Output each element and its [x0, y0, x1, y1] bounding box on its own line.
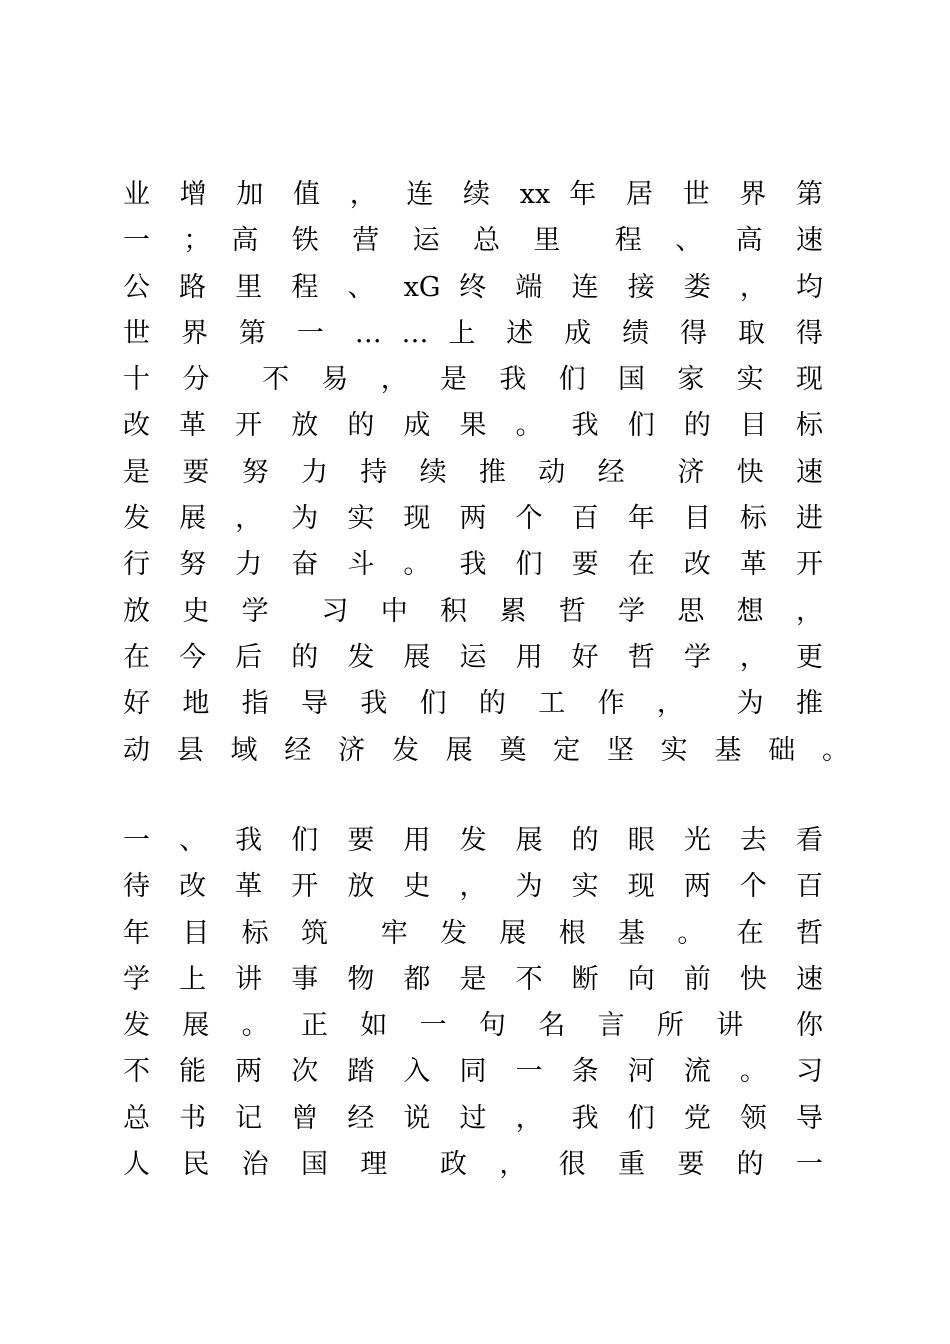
text-line: 发 展 ， 为 实 现 两 个 百 年 目 标 进 [123, 503, 823, 535]
text-line: 不 能 两 次 踏 入 同 一 条 河 流 。 习 [123, 1056, 823, 1088]
paragraph-2 [123, 818, 823, 1188]
text-line: 总 书 记 曾 经 说 过 ， 我 们 党 领 导 [123, 1102, 823, 1134]
text-line: 十 分 不 易 ， 是 我 们 国 家 实 现 [123, 364, 823, 396]
text-line: 行 努 力 奋 斗 。 我 们 要 在 改 革 开 [123, 549, 823, 581]
text-line: 好 地 指 导 我 们 的 工 作 ， 为 推 [123, 688, 823, 720]
text-line: 年 目 标 筑 牢 发 展 根 基 。 在 哲 [123, 917, 823, 949]
text-line: 放 史 学 习 中 积 累 哲 学 思 想 ， [123, 595, 823, 627]
text-line: 世 界 第 一 … … 上 述 成 绩 得 取 得 [123, 317, 823, 349]
text-line: 学 上 讲 事 物 都 是 不 断 向 前 快 速 [123, 963, 823, 995]
text-line: 一 ； 高 铁 营 运 总 里 程 、 高 速 [123, 225, 823, 257]
text-line: 在 今 后 的 发 展 运 用 好 哲 学 ， 更 [123, 641, 823, 673]
text-line: 发 展 。 正 如 一 句 名 言 所 讲 你 [123, 1010, 823, 1042]
text-line: 公 路 里 程 、 xG 终 端 连 接 娄 ， 均 [123, 271, 823, 303]
paragraph-1 [123, 172, 849, 774]
text-line: 人 民 治 国 理 政 ， 很 重 要 的 一 [123, 1149, 823, 1181]
text-line: 业 增 加 值 ， 连 续 xx 年 居 世 界 第 [123, 179, 823, 210]
text-line: 待 改 革 开 放 史 ， 为 实 现 两 个 百 [123, 871, 823, 903]
text-line: 是 要 努 力 持 续 推 动 经 济 快 速 [123, 456, 823, 488]
text-line: 动 县 域 经 济 发 展 奠 定 坚 实 基 础 。 [123, 734, 849, 766]
text-line: 一 、 我 们 要 用 发 展 的 眼 光 去 看 [123, 825, 823, 856]
text-line: 改 革 开 放 的 成 果 。 我 们 的 目 标 [123, 410, 823, 442]
